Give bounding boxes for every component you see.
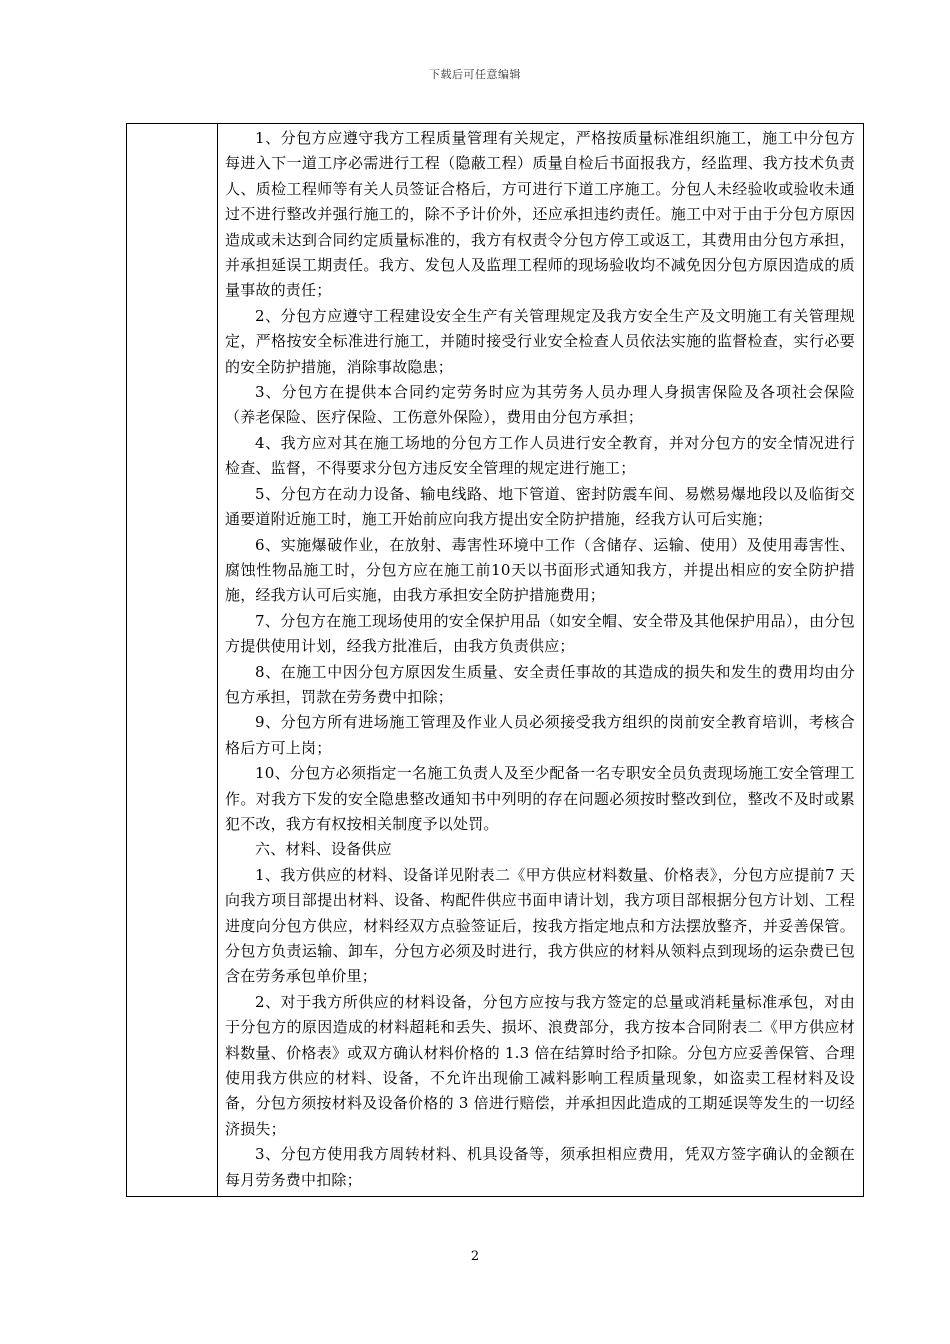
- clause-paragraph: 9、分包方所有进场施工管理及作业人员必须接受我方组织的岗前安全教育培训，考核合格后方可上岗；: [225, 713, 855, 757]
- contract-table: [126, 123, 864, 1197]
- clause-paragraph: 10、分包方必须指定一名施工负责人及至少配备一名专职安全员负责现场施工安全管理工作。对我方下发的安全隐患整改通知书中列明的存在问题必须按时整改到位，整改不及时或累犯不改，我方有权按相关制度予以处罚。: [225, 764, 855, 833]
- clause-paragraph: 4、我方应对其在施工场地的分包方工作人员进行安全教育，并对分包方的安全情况进行检查、监督，不得要求分包方违反安全管理的规定进行施工；: [225, 433, 855, 478]
- clause-paragraph: 1、分包方应遵守我方工程质量管理有关规定，严格按质量标准组织施工，施工中分包方每进入下一道工序必需进行工程（隐蔽工程）质量自检后书面报我方，经监理、我方技术负责人、质检工程师等有关人员签证合格后，方可进行下道工序施工。分包人未经验收或验收未通过不进行整改并强行施工的，除不予计价外，还应承担违约责任。施工中对于由于分包方原因造成或未达到合同约定质量标准的，我方有权责令分包方停工或返工，其费用由分包方承担，并承担延误工期责任。我方、发包人及监理工程师的现场验收均不减免因分包方原因造成的质量事故的责任；: [225, 129, 855, 300]
- clause-paragraph: 1、我方供应的材料、设备详见附表二《甲方供应材料数量、价格表》，分包方应提前7 天向我方项目部提出材料、设备、构配件供应书面申请计划，我方项目部根据分包方计划、工程进度向分包方供应，材料经双方点验签证后，按我方指定地点和方法摆放整齐，并妥善保管。分包方负责运输、卸车，分包方必须及时进行，我方供应的材料从领料点到现场的运杂费已包含在劳务承包单价里；: [225, 865, 855, 986]
- clause-paragraph: 6、实施爆破作业，在放射、毒害性环境中工作（含储存、运输、使用）及使用毒害性、腐蚀性物品施工时，分包方应在施工前10天以书面形式通知我方，并提出相应的安全防护措施，经我方认可后实施，由我方承担安全防护措施费用；: [225, 535, 855, 605]
- clause-paragraph: 5、分包方在动力设备、输电线路、地下管道、密封防震车间、易燃易爆地段以及临街交通要道附近施工时，施工开始前应向我方提出安全防护措施，经我方认可后实施；: [225, 484, 855, 529]
- table-label-cell: [127, 124, 218, 1196]
- page-header: 下载后可任意编辑: [429, 68, 521, 81]
- clause-paragraph: 2、分包方应遵守工程建设安全生产有关管理规定及我方安全生产及文明施工有关管理规定，严格按安全标准进行施工，并随时接受行业安全检查人员依法实施的监督检查，实行必要的安全防护措施，消除事故隐患；: [225, 306, 855, 376]
- clause-paragraph: 8、在施工中因分包方原因发生质量、安全责任事故的其造成的损失和发生的费用均由分包方承担，罚款在劳务费中扣除；: [225, 662, 855, 706]
- clause-paragraph: 7、分包方在施工现场使用的安全保护用品（如安全帽、安全带及其他保护用品），由分包方提供使用计划，经我方批准后，由我方负责供应；: [225, 611, 855, 656]
- section-heading: 六、材料、设备供应: [255, 840, 392, 859]
- table-content-cell: [218, 124, 863, 1196]
- clause-paragraph: 2、对于我方所供应的材料设备，分包方应按与我方签定的总量或消耗量标准承包，对由于分包方的原因造成的材料超耗和丢失、损坏、浪费部分，我方按本合同附表二《甲方供应材料数量、价格表》或双方确认材料价格的 1.3 倍在结算时给予扣除。分包方应妥善保管、合理使用我方供应的材料、设备，不允许出现偷工减料影响工程质量现象，如盗卖工程材料及设备，分包方须按材料及设备价格的 3 倍进行赔偿，并承担因此造成的工期延误等发生的一切经济损失；: [225, 992, 855, 1138]
- page-number: 2: [470, 1249, 480, 1264]
- clause-paragraph: 3、分包方在提供本合同约定劳务时应为其劳务人员办理人身损害保险及各项社会保险（养老保险、医疗保险、工伤意外保险），费用由分包方承担；: [225, 383, 855, 427]
- clause-paragraph: 3、分包方使用我方周转材料、机具设备等，须承担相应费用，凭双方签字确认的金额在每月劳务费中扣除；: [225, 1145, 855, 1189]
